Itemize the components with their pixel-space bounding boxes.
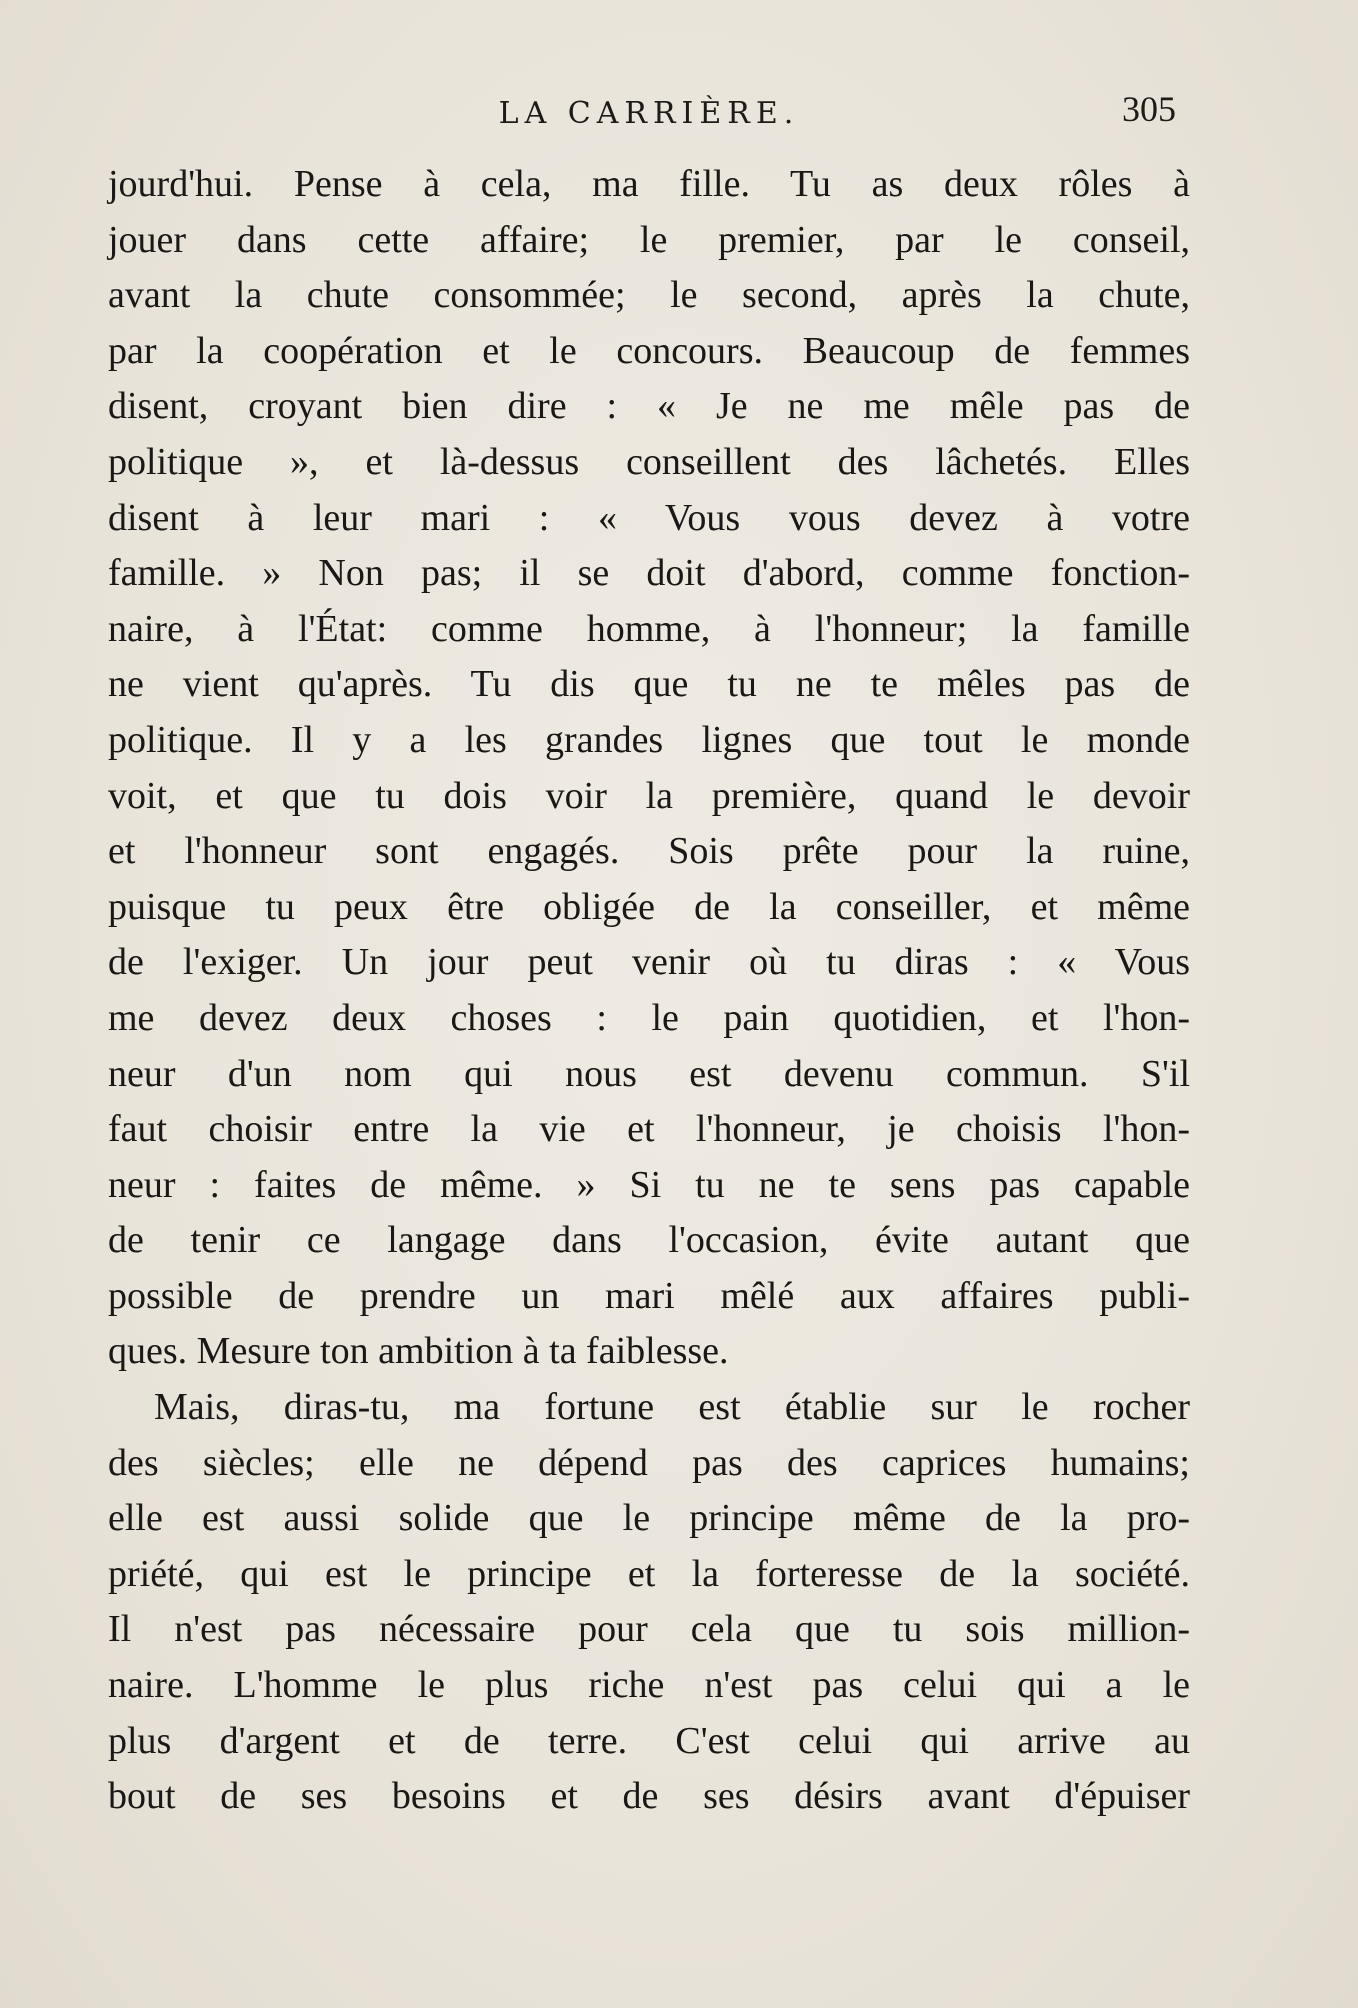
running-head: LA CARRIÈRE. <box>498 96 800 131</box>
page-header <box>108 88 1190 138</box>
text-line: possible de prendre un mari mêlé aux affaires publi- <box>108 1274 1190 1317</box>
text-line: par la coopération et le concours. Beaucoup de femmes <box>108 329 1190 372</box>
text-line: Il n'est pas nécessaire pour cela que tu sois million- <box>108 1608 1190 1651</box>
text-line: de tenir ce langage dans l'occasion, évite autant que <box>108 1219 1190 1262</box>
text-line: disent, croyant bien dire : « Je ne me mêle pas de <box>108 385 1190 428</box>
text-line: neur : faites de même. » Si tu ne te sens pas capable <box>108 1163 1190 1206</box>
text-line: politique. Il y a les grandes lignes que tout le monde <box>108 718 1190 761</box>
text-line: elle est aussi solide que le principe même de la pro- <box>108 1497 1190 1540</box>
paragraph-2 <box>108 1380 1190 1825</box>
text-line: et l'honneur sont engagés. Sois prête pour la ruine, <box>108 830 1190 873</box>
text-line: faut choisir entre la vie et l'honneur, je choisis l'hon- <box>108 1108 1190 1151</box>
text-line: des siècles; elle ne dépend pas des caprices humains; <box>108 1441 1190 1484</box>
text-line: me devez deux choses : le pain quotidien, et l'hon- <box>108 996 1190 1039</box>
text-line: de l'exiger. Un jour peut venir où tu diras : « Vous <box>108 941 1190 984</box>
text-line: ne vient qu'après. Tu dis que tu ne te mêles pas de <box>108 663 1190 706</box>
text-line: avant la chute consommée; le second, après la chute, <box>108 274 1190 317</box>
text-line: naire. L'homme le plus riche n'est pas celui qui a le <box>108 1664 1190 1707</box>
body-text <box>108 157 1190 1825</box>
text-line: naire, à l'État: comme homme, à l'honneur; la famille <box>108 607 1190 650</box>
text-line: priété, qui est le principe et la forteresse de la société. <box>108 1552 1190 1595</box>
text-line: jouer dans cette affaire; le premier, par le conseil, <box>108 218 1190 261</box>
text-line: bout de ses besoins et de ses désirs avant d'épuiser <box>108 1775 1190 1818</box>
page-number: 305 <box>1122 89 1176 129</box>
text-line: ques. Mesure ton ambition à ta faiblesse. <box>108 1330 729 1373</box>
text-line: politique », et là-dessus conseillent des lâchetés. Elles <box>108 440 1190 483</box>
text-line: neur d'un nom qui nous est devenu commun. S'il <box>108 1052 1190 1095</box>
text-line: Mais, diras-tu, ma fortune est établie sur le rocher <box>154 1386 1190 1429</box>
text-line: disent à leur mari : « Vous vous devez à votre <box>108 496 1190 539</box>
text-line: puisque tu peux être obligée de la conseiller, et même <box>108 885 1190 928</box>
text-line: voit, et que tu dois voir la première, quand le devoir <box>108 774 1190 817</box>
text-line: plus d'argent et de terre. C'est celui qui arrive au <box>108 1719 1190 1762</box>
text-line: famille. » Non pas; il se doit d'abord, comme fonction- <box>108 552 1190 595</box>
paragraph-1 <box>108 157 1190 1380</box>
text-line: jourd'hui. Pense à cela, ma fille. Tu as deux rôles à <box>108 163 1190 205</box>
